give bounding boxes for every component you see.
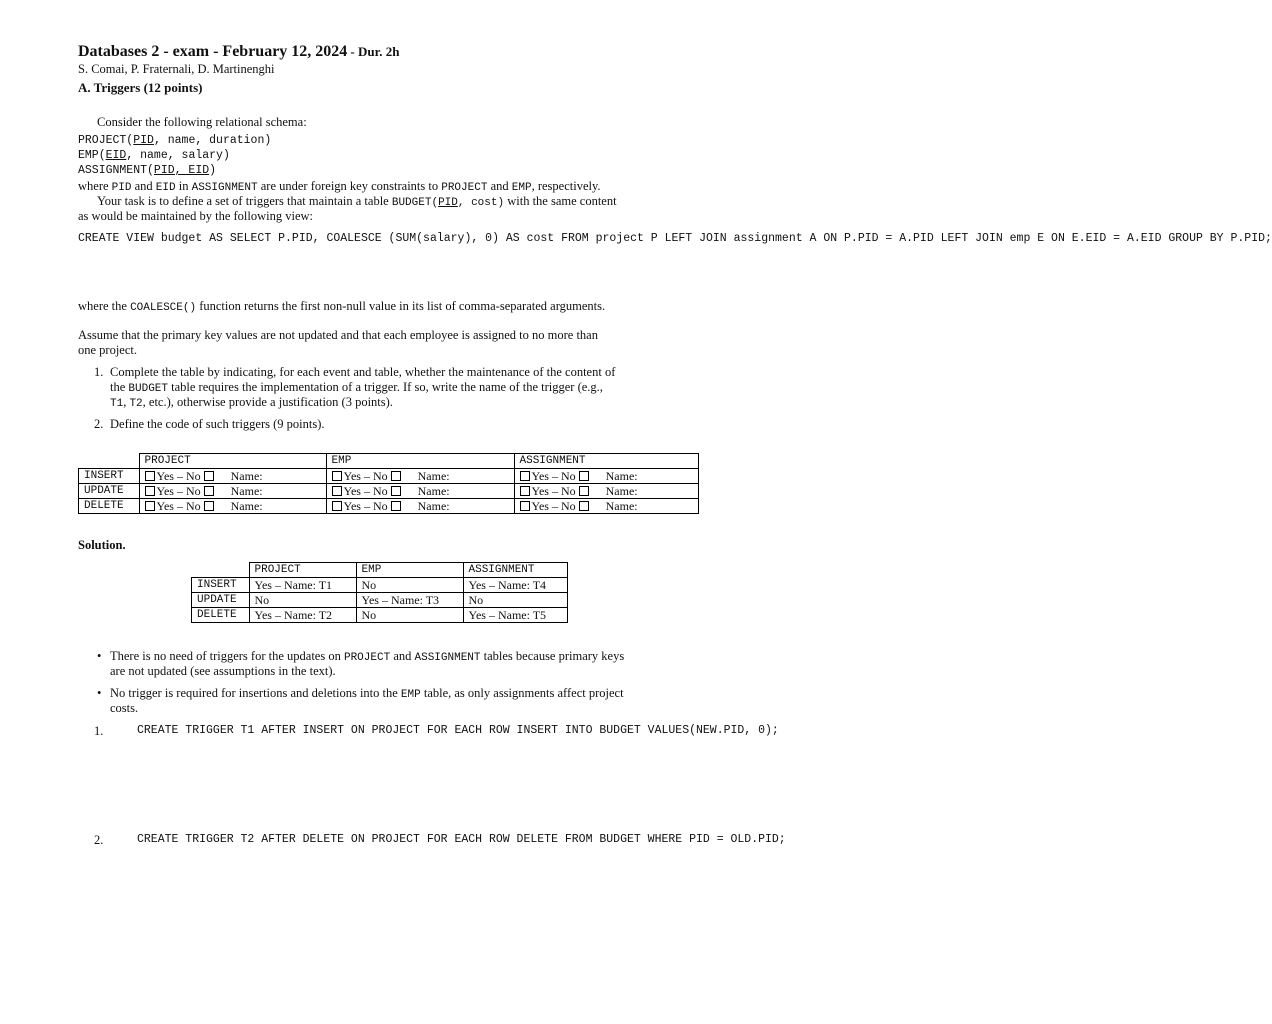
table-row [79, 484, 699, 499]
solution-table-header [192, 563, 568, 578]
trigger-1-code: CREATE TRIGGER T1 AFTER INSERT ON PROJECT FOR EACH ROW INSERT INTO BUDGET VALUES(NEW.PID, 0); [137, 724, 779, 737]
checkbox-no[interactable] [579, 486, 589, 496]
bullet-2-line1: No trigger is required for insertions and deletions into the EMP table, as only assignments affect project [110, 686, 624, 701]
exam-authors: S. Comai, P. Fraternali, D. Martinenghi [78, 62, 275, 76]
exam-col-assignment: ASSIGNMENT [514, 454, 699, 469]
solution-col-emp: EMP [356, 563, 463, 578]
solution-cell: Yes – Name: T4 [463, 578, 568, 593]
bullet-1-line1: There is no need of triggers for the updates on PROJECT and ASSIGNMENT tables because primary keys [110, 649, 625, 664]
schema-assignment: ASSIGNMENT(PID, EID) [78, 164, 217, 177]
exam-cell[interactable]: Yes – No Name: [326, 469, 514, 484]
question-1-line2: the BUDGET table requires the implementation of a trigger. If so, write the name of the trigger (e.g., [110, 380, 603, 395]
checkbox-no[interactable] [391, 501, 401, 511]
table-row [192, 608, 568, 623]
exam-cell[interactable]: Yes – No Name: [514, 484, 699, 499]
solution-table [191, 562, 568, 623]
solution-heading: Solution. [78, 538, 126, 552]
question-1-line1: Complete the table by indicating, for each event and table, whether the maintenance of the content of [110, 365, 616, 379]
checkbox-yes[interactable] [145, 471, 155, 481]
trigger-2-code: CREATE TRIGGER T2 AFTER DELETE ON PROJECT FOR EACH ROW DELETE FROM BUDGET WHERE PID = OLD.PID; [137, 833, 786, 846]
checkbox-no[interactable] [204, 471, 214, 481]
solution-row-event: INSERT [192, 578, 250, 593]
checkbox-yes[interactable] [332, 471, 342, 481]
checkbox-no[interactable] [579, 501, 589, 511]
question-2-text: Define the code of such triggers (9 points). [110, 417, 325, 431]
foreign-key-text: where PID and EID in ASSIGNMENT are under foreign key constraints to PROJECT and EMP, respectively. [78, 179, 601, 194]
bullet-icon: • [97, 649, 102, 663]
checkbox-yes[interactable] [520, 501, 530, 511]
question-1-line3: T1, T2, etc.), otherwise provide a justification (3 points). [110, 395, 393, 410]
solution-cell: Yes – Name: T1 [249, 578, 356, 593]
schema-project: PROJECT(PID, name, duration) [78, 134, 272, 147]
trigger-1-number: 1. [94, 724, 104, 738]
exam-col-project: PROJECT [139, 454, 326, 469]
solution-cell: No [356, 578, 463, 593]
solution-col-project: PROJECT [249, 563, 356, 578]
bullet-1-line2: are not updated (see assumptions in the text). [110, 664, 336, 678]
solution-col-assignment: ASSIGNMENT [463, 563, 568, 578]
task-text-line2: as would be maintained by the following view: [78, 209, 314, 223]
assumption-line2: one project. [78, 343, 138, 357]
solution-cell: No [249, 593, 356, 608]
exam-cell[interactable]: Yes – No Name: [139, 469, 326, 484]
exam-col-emp: EMP [326, 454, 514, 469]
checkbox-no[interactable] [579, 471, 589, 481]
bullet-2-line2: costs. [110, 701, 139, 715]
task-text-line1: Your task is to define a set of triggers that maintain a table BUDGET(PID, cost) with the same content [97, 194, 617, 209]
view-sql: CREATE VIEW budget AS SELECT P.PID, COALESCE (SUM(salary), 0) AS cost FROM project P LEFT JOIN assignment A ON P.PID = A.PID LEFT JOIN emp E ON E.EID = A.EID GROUP BY P.PID; [78, 232, 1272, 245]
emp-primary-key: EID [105, 149, 127, 162]
exam-cell[interactable]: Yes – No Name: [326, 499, 514, 514]
bullet-icon: • [97, 686, 102, 700]
exam-cell[interactable]: Yes – No Name: [139, 499, 326, 514]
exam-row-delete: DELETE [79, 499, 140, 514]
coalesce-text: where the COALESCE() function returns the first non-null value in its list of comma-separated arguments. [78, 299, 606, 314]
checkbox-no[interactable] [204, 501, 214, 511]
table-row [192, 593, 568, 608]
checkbox-yes[interactable] [332, 501, 342, 511]
table-row [79, 499, 699, 514]
table-row [192, 578, 568, 593]
exam-answer-table [78, 453, 699, 514]
checkbox-no[interactable] [204, 486, 214, 496]
solution-row-event: UPDATE [192, 593, 250, 608]
solution-cell: Yes – Name: T3 [356, 593, 463, 608]
exam-cell[interactable]: Yes – No Name: [514, 499, 699, 514]
assignment-primary-key: PID, EID [153, 164, 210, 177]
exam-row-update: UPDATE [79, 484, 140, 499]
checkbox-yes[interactable] [332, 486, 342, 496]
exam-cell[interactable]: Yes – No Name: [326, 484, 514, 499]
checkbox-yes[interactable] [145, 501, 155, 511]
exam-duration: - Dur. 2h [350, 44, 400, 59]
table-row [79, 469, 699, 484]
assumption-line1: Assume that the primary key values are not updated and that each employee is assigned to no more than [78, 328, 598, 342]
schema-intro: Consider the following relational schema: [97, 115, 307, 129]
trigger-2-number: 2. [94, 833, 104, 847]
solution-cell: No [463, 593, 568, 608]
section-a-heading: A. Triggers (12 points) [78, 80, 203, 95]
solution-cell: No [356, 608, 463, 623]
question-1-number: 1. [94, 365, 104, 379]
exam-row-insert: INSERT [79, 469, 140, 484]
schema-emp: EMP(EID, name, salary) [78, 149, 230, 162]
exam-cell[interactable]: Yes – No Name: [514, 469, 699, 484]
question-2-number: 2. [94, 417, 104, 431]
solution-cell: Yes – Name: T5 [463, 608, 568, 623]
checkbox-yes[interactable] [520, 486, 530, 496]
checkbox-yes[interactable] [145, 486, 155, 496]
checkbox-no[interactable] [391, 486, 401, 496]
exam-table-header [79, 454, 699, 469]
exam-cell[interactable]: Yes – No Name: [139, 484, 326, 499]
exam-title: Databases 2 - exam - February 12, 2024 - Dur. 2h [78, 43, 400, 60]
checkbox-no[interactable] [391, 471, 401, 481]
solution-cell: Yes – Name: T2 [249, 608, 356, 623]
project-primary-key: PID [133, 134, 154, 147]
solution-row-event: DELETE [192, 608, 250, 623]
checkbox-yes[interactable] [520, 471, 530, 481]
